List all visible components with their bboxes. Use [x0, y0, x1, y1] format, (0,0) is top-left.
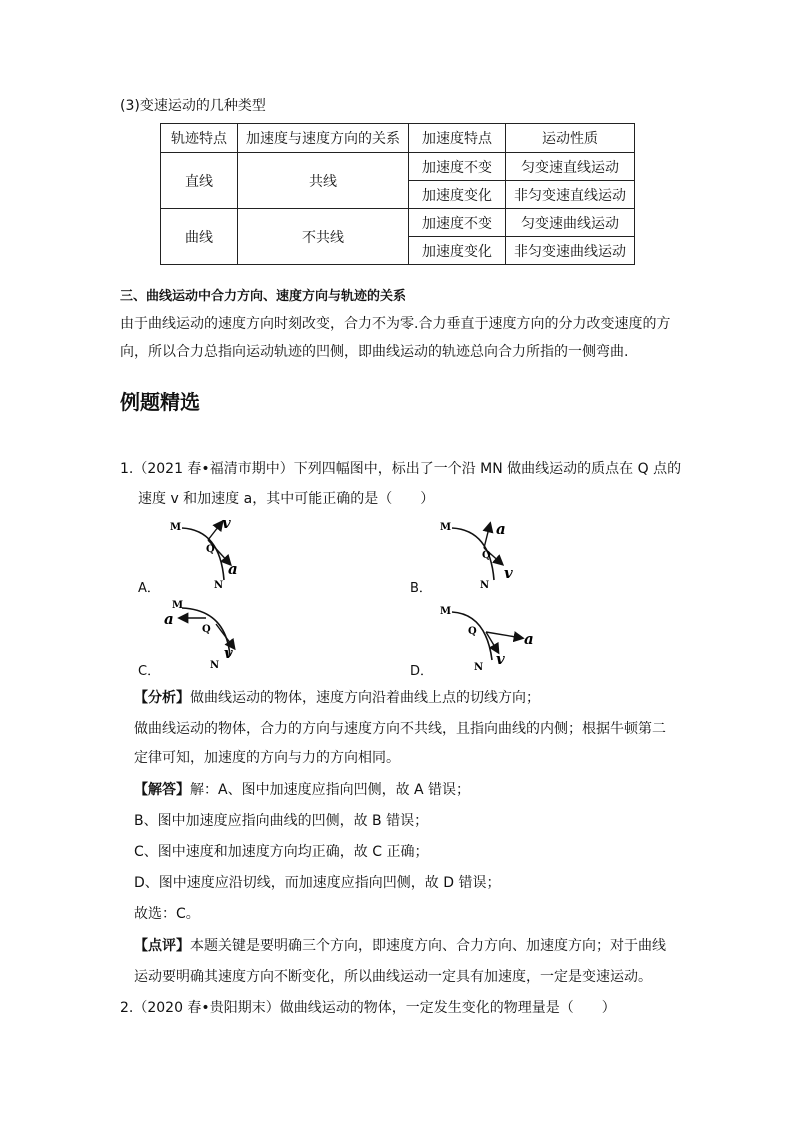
analysis-text: 做曲线运动的物体，速度方向沿着曲线上点的切线方向；: [190, 690, 540, 706]
velocity-arrow: [208, 522, 222, 540]
q1-line1: 1.（2021 春•福清市期中）下列四幅图中，标出了一个沿 MN 做曲线运动的质点在 Q 点的: [120, 461, 682, 477]
option-a-label: A．: [138, 581, 160, 596]
trajectory-curve: [182, 528, 224, 580]
label-n: N: [480, 580, 490, 591]
label-v: v: [504, 564, 513, 582]
section3-title: (3)变速运动的几种类型: [120, 98, 266, 114]
table-header: 加速度特点: [409, 124, 506, 153]
option-c-label: C．: [138, 664, 161, 679]
analysis-tag: 【分析】: [134, 690, 190, 706]
q1-line2: 速度 v 和加速度 a，其中可能正确的是（ ）: [138, 491, 435, 507]
motion-types-table: [160, 123, 635, 265]
table-cell-trajectory: 直线: [161, 153, 238, 209]
label-q: Q: [202, 624, 211, 635]
acceleration-arrow: [484, 524, 490, 548]
analysis-line1: [134, 688, 540, 708]
table-cell-nature: 非匀变速曲线运动: [506, 237, 635, 265]
table-cell-relation: 共线: [238, 153, 409, 209]
answer-tag: 【解答】: [134, 782, 190, 798]
label-q: Q: [482, 550, 491, 561]
table-cell-nature: 匀变速曲线运动: [506, 209, 635, 237]
analysis-line2: 做曲线运动的物体，合力的方向与速度方向不共线，且指向曲线的内侧；根据牛顿第二: [134, 721, 666, 737]
label-v: v: [496, 650, 505, 668]
figure-d: [430, 596, 540, 676]
table-cell-accel: 加速度不变: [409, 153, 506, 181]
table-cell-accel: 加速度变化: [409, 181, 506, 209]
table-cell-accel: 加速度变化: [409, 237, 506, 265]
figure-a: [160, 512, 260, 592]
label-q: Q: [468, 626, 477, 637]
acceleration-arrow: [486, 632, 522, 638]
examples-heading: 例题精选: [120, 390, 200, 414]
table-cell-nature: 非匀变速直线运动: [506, 181, 635, 209]
table-cell-trajectory: 曲线: [161, 209, 238, 265]
section-three-line2: 向，所以合力总指向运动轨迹的凹侧，即曲线运动的轨迹总向合力所指的一侧弯曲.: [120, 344, 629, 360]
label-a: a: [496, 520, 506, 538]
figure-b: [430, 512, 530, 592]
table-cell-relation: 不共线: [238, 209, 409, 265]
label-a: a: [228, 560, 238, 578]
label-q: Q: [206, 544, 215, 555]
label-m: M: [172, 600, 184, 611]
answer-line1: [134, 780, 470, 800]
analysis-line3: 定律可知，加速度的方向与力的方向相同。: [134, 750, 400, 766]
comment-line1: [134, 936, 666, 956]
comment-line2: 运动要明确其速度方向不断变化，所以曲线运动一定具有加速度，一定是变速运动。: [134, 969, 652, 985]
label-n: N: [210, 660, 220, 671]
label-a: a: [524, 630, 534, 648]
label-n: N: [214, 580, 224, 591]
table-header: 加速度与速度方向的关系: [238, 124, 409, 153]
comment-tag: 【点评】: [134, 938, 190, 954]
answer-line5: 故选：C。: [134, 906, 200, 922]
label-v: v: [224, 644, 233, 662]
label-m: M: [440, 606, 452, 617]
option-b-label: B．: [410, 581, 432, 596]
q2-line1: 2.（2020 春•贵阳期末）做曲线运动的物体，一定发生变化的物理量是（ ）: [120, 1000, 616, 1016]
answer-line3: C、图中速度和加速度方向均正确，故 C 正确；: [134, 844, 429, 860]
figure-c: [160, 596, 260, 676]
answer-line4: D、图中速度应沿切线，而加速度应指向凹侧，故 D 错误；: [134, 875, 501, 891]
table-header: 运动性质: [506, 124, 635, 153]
option-d-label: D．: [410, 664, 434, 679]
answer-line2: B、图中加速度应指向曲线的凹侧，故 B 错误；: [134, 813, 429, 829]
answer-text: 解：A、图中加速度应指向凹侧，故 A 错误；: [190, 782, 471, 798]
label-m: M: [170, 522, 182, 533]
label-n: N: [474, 662, 484, 673]
comment-text: 本题关键是要明确三个方向，即速度方向、合力方向、加速度方向；对于曲线: [190, 938, 666, 954]
label-a: a: [164, 610, 174, 628]
section-three-line1: 由于曲线运动的速度方向时刻改变，合力不为零.合力垂直于速度方向的分力改变速度的方: [120, 316, 671, 332]
table-cell-accel: 加速度不变: [409, 209, 506, 237]
section-three-title: 三、曲线运动中合力方向、速度方向与轨迹的关系: [120, 289, 407, 304]
label-v: v: [222, 514, 231, 532]
table-cell-nature: 匀变速直线运动: [506, 153, 635, 181]
label-m: M: [440, 522, 452, 533]
table-header: 轨迹特点: [161, 124, 238, 153]
